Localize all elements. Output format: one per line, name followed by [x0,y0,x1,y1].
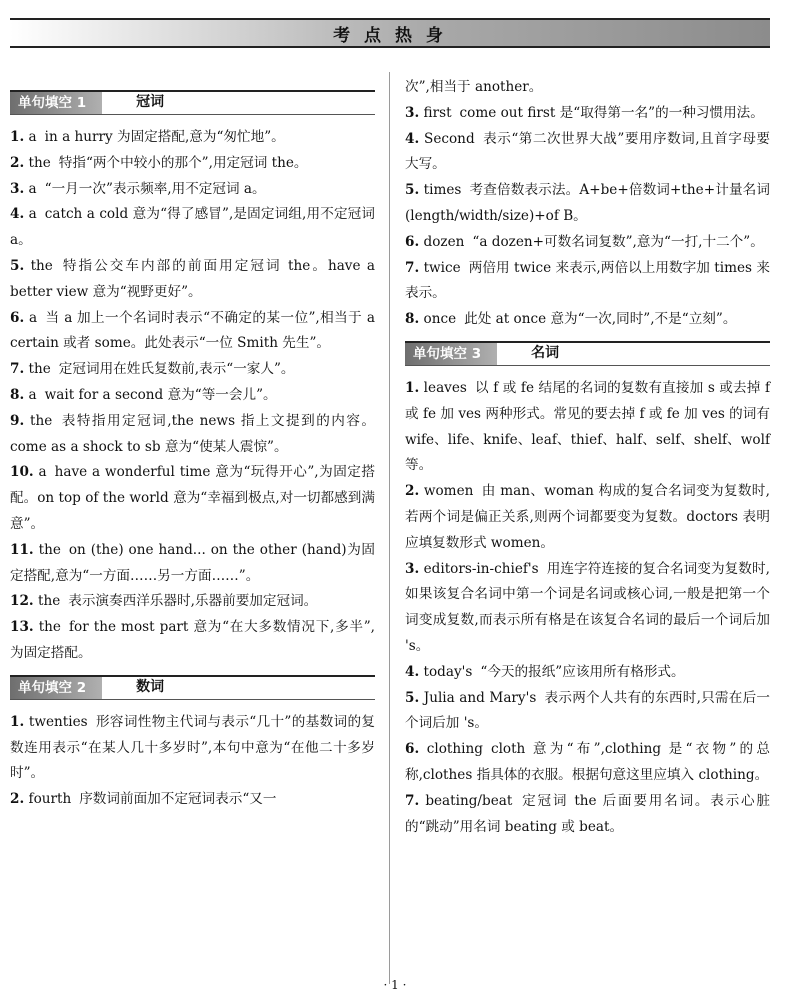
answer-item [405,127,770,179]
item-explanation: 表示演奏西洋乐器时,乐器前要加定冠词。 [68,593,318,610]
item-answer: a [28,386,37,403]
answer-item [10,787,375,813]
item-number: 5. [10,257,25,274]
answer-item [405,660,770,686]
item-answer: Julia and Mary's [423,689,537,706]
section-label: 单句填空 1 [10,92,102,114]
section-label: 单句填空 2 [10,677,102,699]
section-heading [405,341,770,366]
item-answer: twenties [28,713,88,730]
item-answer: beating/beat [425,792,513,809]
answer-item [10,254,375,306]
item-explanation: cloth 意为“布”,clothing 是“衣物”的总称,clothes 指具体的衣服。根据句意这里应填入 clothing。 [405,741,770,783]
item-number: 4. [10,206,25,223]
answer-item [405,737,770,789]
answer-item [10,589,375,615]
item-number: 6. [405,741,420,758]
item-answer: first [423,104,452,121]
item-explanation: 形容词性物主代词与表示“几十”的基数词的复数连用表示“在某人几十多岁时”,本句中意为“在他二十多岁时”。 [10,713,375,782]
item-explanation: 以 f 或 fe 结尾的名词的复数有直接加 s 或去掉 f 或 fe 加 ves 两种形式。常见的要去掉 f 或 fe 加 ves 的词有 wife、life、knife、leaf、thief、half、self、shelf、wolf 等。 [405,379,770,474]
item-number: 11. [10,541,34,558]
item-answer: the [30,257,53,274]
item-answer: the [30,412,53,429]
section-topic: 冠词 [136,94,165,111]
item-answer: women [423,483,474,500]
item-number: 2. [405,483,420,500]
answer-item [405,230,770,256]
item-answer: twice [423,259,461,276]
item-explanation: 两倍用 twice 来表示,两倍以上用数字加 times 来表示。 [405,259,770,302]
item-number: 6. [10,309,25,326]
item-explanation: on (the) one hand... on the other (hand)为固定搭配,意为“一方面……另一方面……”。 [10,541,376,584]
item-explanation: 用连字符连接的复合名词变为复数时,如果该复合名词中第一个词是名词或核心词,一般是把第一个词变成复数,而表示所有格是在该复合名词的最后一个词后加 's。 [405,560,770,654]
item-answer: dozen [423,233,465,250]
item-answer: the [38,619,61,636]
item-number: 12. [10,593,34,610]
item-explanation: 表特指用定冠词,the news 指上文提到的内容。come as a shock to sb 意为“使某人震惊”。 [10,412,376,455]
item-explanation: “一月一次”表示频率,用不定冠词 a。 [44,180,266,197]
item-number: 2. [10,154,25,171]
item-explanation: wait for a second 意为“等一会儿”。 [44,386,277,403]
item-number: 1. [10,129,25,145]
answer-item [10,615,375,667]
item-number: 4. [405,130,420,147]
continued-text: 次”,相当于 another。 [405,79,543,95]
item-number: 3. [405,104,420,121]
answer-item [405,557,770,660]
answer-item [10,151,375,177]
item-explanation: for the most part 意为“在大多数情况下,多半”,为固定搭配。 [10,619,375,661]
item-explanation: 序数词前面加不定冠词表示“又一 [79,791,277,808]
item-number: 8. [405,311,420,328]
answer-item [405,376,770,479]
item-answer: a [28,206,37,223]
item-number: 5. [405,689,420,706]
section-topic: 数词 [136,678,165,695]
answer-item [405,307,770,333]
item-explanation: 表示两个人共有的东西时,只需在后一个词后加 's。 [405,689,770,732]
item-explanation: “今天的报纸”应该用所有格形式。 [480,663,685,680]
item-number: 6. [405,233,420,250]
item-answer: clothing [426,741,483,758]
page-header-bar [10,18,770,48]
item-answer: a [28,180,37,197]
answer-item [405,178,770,230]
item-number: 1. [10,713,25,730]
item-explanation: 定冠词用在姓氏复数前,表示“一家人”。 [58,361,295,378]
section-topic: 名词 [531,345,560,362]
answer-item [405,789,770,841]
item-answer: editors-in-chief's [423,560,539,577]
answer-item [10,409,375,461]
section-heading [10,90,375,115]
item-number: 3. [405,560,420,577]
answer-item [10,357,375,383]
item-number: 1. [405,379,420,396]
item-number: 7. [10,361,25,378]
item-number: 9. [10,412,25,429]
answer-item [405,686,770,738]
answer-item [10,125,375,151]
item-answer: the [28,154,51,171]
right-column [405,75,770,840]
item-explanation: come out first 是“取得第一名”的一种习惯用法。 [459,104,764,121]
answer-item [10,202,375,254]
answer-item [405,101,770,127]
column-divider [389,72,390,984]
item-answer: the [37,593,61,610]
item-explanation: 由 man、woman 构成的复合名词变为复数时,若两个词是偏正关系,则两个词都要变为复数。doctors 表明应填复数形式 women。 [405,483,770,551]
item-answer: a [38,464,47,481]
item-explanation: 特指“两个中较小的那个”,用定冠词 the。 [58,154,308,171]
item-explanation: in a hurry 为固定搭配,意为“匆忙地”。 [44,129,285,145]
item-explanation: 表示“第二次世界大战”要用序数词,且首字母要大写。 [405,130,771,173]
answer-item [405,256,770,308]
item-explanation: 特指公交车内部的前面用定冠词 the。have a better view 意为“视野更好”。 [10,257,375,300]
answer-item [405,479,770,556]
item-number: 2. [10,791,25,808]
answer-item [10,306,375,358]
item-number: 8. [10,386,25,403]
item-number: 10. [10,464,34,481]
item-explanation: 当 a 加上一个名词时表示“不确定的某一位”,相当于 a certain 或者 some。此处表示“一位 Smith 先生”。 [10,309,375,352]
answer-item [10,710,375,787]
item-explanation: 此处 at once 意为“一次,同时”,不是“立刻”。 [464,311,737,328]
item-answer: leaves [423,379,467,396]
item-number: 5. [405,182,420,199]
item-explanation: “a dozen+可数名词复数”,意为“一打,十二个”。 [472,233,764,250]
page-number: · 1 · [383,978,407,992]
item-answer: Second [424,130,475,147]
item-answer: the [38,541,61,558]
item-explanation: 定冠词 the 后面要用名词。表示心脏的“跳动”用名词 beating 或 beat。 [405,792,770,835]
answer-item [10,538,375,590]
page-title: 考 点 热 身 [333,25,447,46]
item-answer: times [423,182,462,199]
item-number: 13. [10,619,34,636]
item-answer: fourth [28,791,72,808]
item-number: 3. [10,180,25,197]
left-column [10,84,375,813]
item-number: 7. [405,792,420,809]
item-explanation: 考查倍数表示法。A+be+倍数词+the+计量名词(length/width/size)+of B。 [405,182,770,224]
item-explanation: catch a cold 意为“得了感冒”,是固定词组,用不定冠词 a。 [10,206,375,249]
item-answer: once [423,311,457,328]
section-label: 单句填空 3 [405,343,497,365]
item-answer: today's [423,663,473,680]
answer-item [10,460,375,537]
answer-item [10,383,375,409]
item-explanation: have a wonderful time 意为“玩得开心”,为固定搭配。on top of the world 意为“幸福到极点,对一切都感到满意”。 [10,464,375,532]
item-answer: a [28,129,37,145]
item-number: 7. [405,259,420,276]
item-answer: the [28,361,51,378]
item-number: 4. [405,663,420,680]
item-answer: a [28,309,38,326]
section-heading [10,675,375,700]
answer-item [10,177,375,203]
